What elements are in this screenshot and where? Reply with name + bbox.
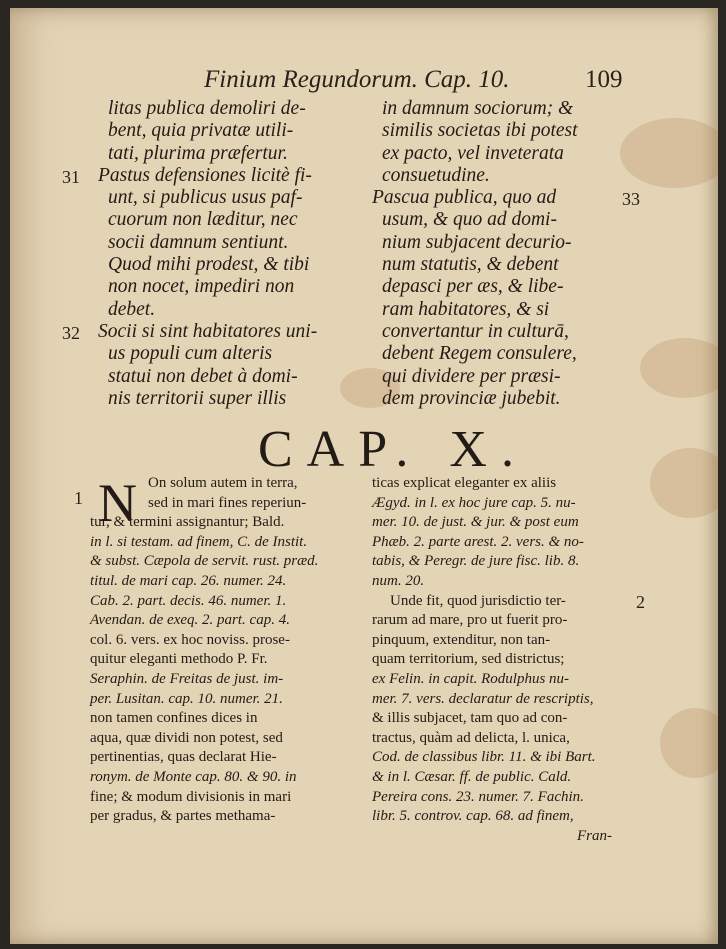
drop-cap: N [98,473,137,533]
margin-number-33: 33 [622,189,640,209]
text-line: litas publica demoliri de- [108,98,306,119]
text-line: similis societas ibi potest [382,120,578,142]
text-line: nium subjacent decurio- [382,231,572,253]
text-line: consuetudine. [382,164,490,186]
text-line: mer. 10. de just. & jur. & post eum [372,514,579,531]
text-line: socii damnum sentiunt. [108,231,289,253]
text-line: mer. 7. vers. declaratur de rescriptis, [372,690,594,707]
text-line: tabis, & Peregr. de jure fisc. lib. 8. [372,553,580,570]
text-line: convertantur in culturā, [382,320,569,342]
text-line: num. 20. [372,572,425,589]
text-line: Cab. 2. part. decis. 46. numer. 1. [90,592,287,609]
text-line: usum, & quo ad domi- [382,209,557,231]
text-line: Pascua publica, quo ad [372,187,557,209]
text-line: tati, plurima præfertur. [108,142,288,164]
text-line: statui non debet à domi- [108,365,298,387]
text-line: Avendan. de exeq. 2. part. cap. 4. [90,612,290,629]
text-line: Phæb. 2. parte arest. 2. vers. & no- [372,533,584,550]
text-line: debent Regem consulere, [382,343,577,365]
text-line: Socii si sint habitatores uni- [98,320,318,342]
text-line: col. 6. vers. ex hoc noviss. prose- [90,631,290,648]
text-line: non nocet, impediri non [108,276,295,298]
text-line: titul. de mari cap. 26. numer. 24. [90,572,287,589]
text-line: ticas explicat eleganter ex aliis [372,475,557,491]
text-line: quam territorium, sed districtus; [372,651,565,668]
text-line: dem provinciæ jubebit. [382,387,561,409]
text-line: ex pacto, vel inveterata [382,142,564,164]
upper-left-column [98,98,368,410]
text-line: ex Felin. in capit. Rodulphus nu- [372,670,570,687]
text-line: fine; & modum divisionis in mari [90,788,292,805]
text-line: Quod mihi prodest, & tibi [108,254,310,276]
text-line: tractus, quàm ad delicta, l. unica, [372,729,570,746]
text-line: libr. 5. controv. cap. 68. ad finem, [372,808,574,825]
text-line: pertinentias, quas declarat Hie- [90,749,277,766]
text-line: non tamen confines dices in [90,710,258,727]
running-header [190,64,640,98]
text-line: in damnum sociorum; & [382,98,574,119]
text-line: On solum autem in terra, [148,475,298,491]
text-line: Seraphin. de Freitas de just. im- [90,670,284,687]
text-line: num statutis, & debent [382,254,559,276]
text-line: & subst. Cæpola de servit. rust. præd. [90,553,319,570]
text-line: depasci per æs, & libe- [382,276,564,298]
text-line: & illis subjacet, tam quo ad con- [372,710,568,727]
text-line: per. Lusitan. cap. 10. numer. 21. [90,690,283,707]
page-number: 109 [585,66,623,93]
text-line: debet. [108,298,156,320]
text-line: rarum ad mare, pro ut fuerit pro- [372,612,568,629]
text-line: Cod. de classibus libr. 11. & ibi Bart. [372,749,596,766]
text-line: Unde fit, quod jurisdictio ter- [390,592,566,609]
text-line: unt, si publicus usus paf- [108,187,303,209]
margin-number-2: 2 [636,592,645,612]
text-line: pinquum, extenditur, non tan- [372,631,551,648]
text-line: per gradus, & partes methama- [90,808,276,825]
margin-number-31: 31 [62,167,80,187]
text-line: cuorum non læditur, nec [108,209,298,231]
running-title: Finium Regundorum. Cap. 10. [204,66,510,93]
chapter-heading: CAP. X. [258,421,528,478]
text-line: nis territorii super illis [108,387,287,409]
text-line: in l. si testam. ad finem, C. de Instit. [90,533,308,550]
text-line: & in l. Cæsar. ff. de public. Cald. [372,768,572,785]
lower-right-column [372,474,644,846]
text-line: qui dividere per præsi- [382,365,561,387]
text-line: Ægyd. in l. ex hoc jure cap. 5. nu- [372,494,576,511]
upper-right-column [372,98,642,410]
text-line: us populi cum alteris [108,343,273,365]
text-line: bent, quia privatæ utili- [108,120,294,142]
text-line: ronym. de Monte cap. 80. & 90. in [90,768,297,785]
text-line: quitur eleganti methodo P. Fr. [90,651,268,668]
text-line: ram habitatores, & si [382,298,550,320]
lower-left-column [90,474,362,827]
text-line: Fran- [577,827,612,844]
text-line: aqua, quæ dividi non potest, sed [90,729,283,746]
margin-number-1: 1 [74,488,83,508]
text-line: Pereira cons. 23. numer. 7. Fachin. [372,788,584,805]
margin-number-32: 32 [62,323,80,343]
text-line: sed in mari fines reperiun- [148,494,307,511]
book-page [10,8,718,944]
text-line: Pastus defensiones licitè fi- [98,164,312,186]
text-line: tur, & termini assignantur; Bald. [90,514,285,531]
